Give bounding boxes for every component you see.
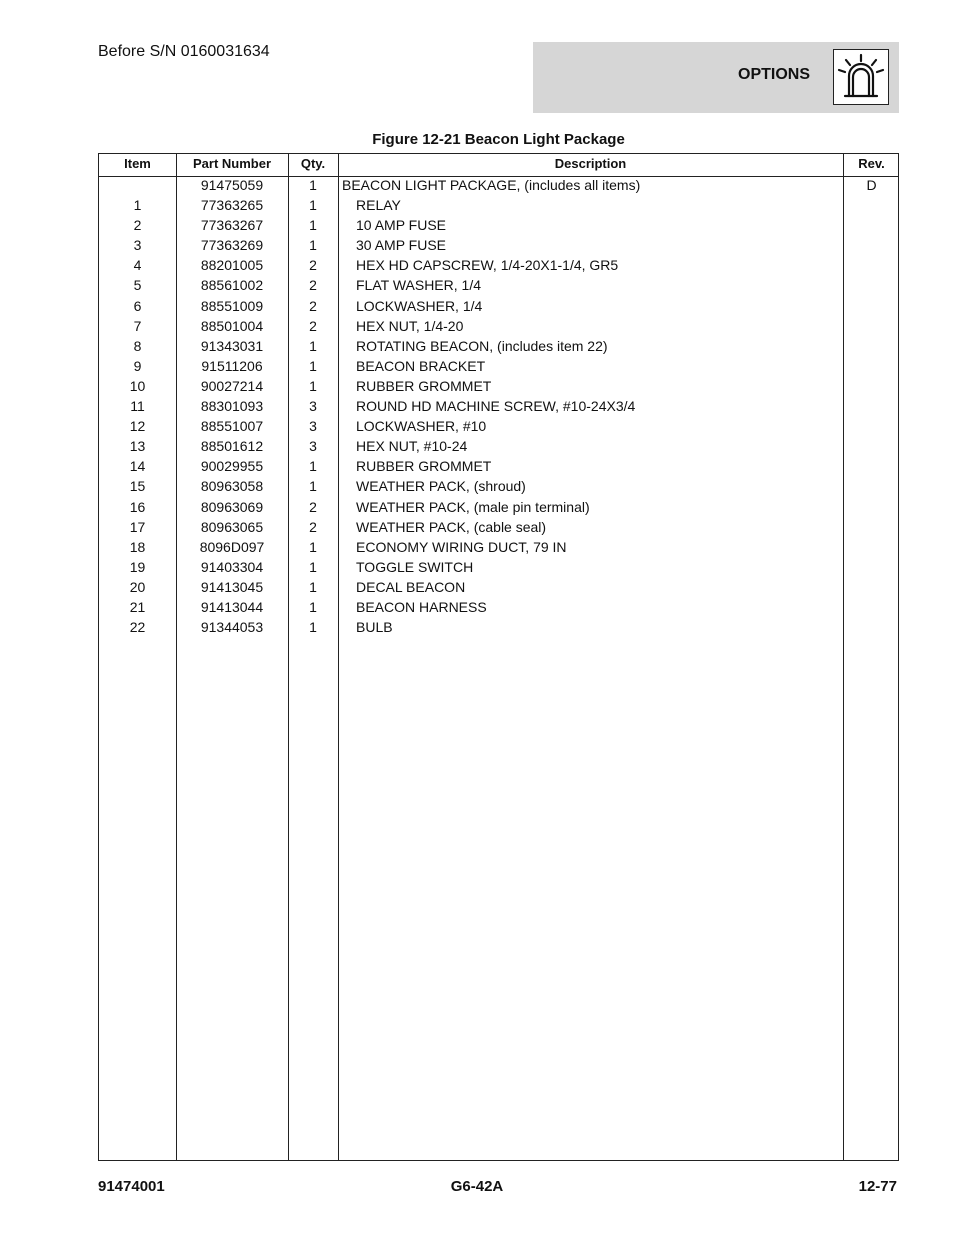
cell-description: 30 AMP FUSE xyxy=(356,237,447,254)
table-row xyxy=(99,316,898,336)
cell-qty: 3 xyxy=(309,438,317,455)
cell-item: 18 xyxy=(129,538,146,555)
cell-qty: 1 xyxy=(309,357,317,374)
cell-qty: 1 xyxy=(309,197,317,214)
column-header-item: Item xyxy=(124,156,151,171)
table-row xyxy=(99,476,898,496)
beacon-light-icon xyxy=(833,49,889,105)
cell-qty: 1 xyxy=(309,578,317,595)
cell-part-number: 91475059 xyxy=(200,177,264,193)
cell-qty: 1 xyxy=(309,558,317,575)
cell-item: 5 xyxy=(133,277,142,294)
footer-page-number: 12-77 xyxy=(858,1178,897,1195)
table-row xyxy=(99,235,898,255)
cell-description: ROUND HD MACHINE SCREW, #10-24X3/4 xyxy=(356,398,636,415)
column-header-rev: Rev. xyxy=(858,156,885,171)
cell-part-number: 80963058 xyxy=(200,478,264,495)
figure-title: Figure 12-21 Beacon Light Package xyxy=(372,131,625,148)
cell-qty: 2 xyxy=(309,277,317,294)
table-row xyxy=(99,175,898,195)
table-row xyxy=(99,537,898,557)
cell-part-number: 88201005 xyxy=(200,257,264,274)
cell-description: WEATHER PACK, (shroud) xyxy=(356,478,526,495)
cell-item: 19 xyxy=(129,558,146,575)
cell-item: 6 xyxy=(133,297,142,314)
cell-item: 16 xyxy=(129,498,146,515)
cell-part-number: 77363269 xyxy=(200,237,264,254)
cell-qty: 2 xyxy=(309,297,317,314)
cell-qty: 1 xyxy=(309,538,317,555)
cell-qty: 1 xyxy=(309,478,317,495)
cell-item: 11 xyxy=(130,398,145,415)
cell-rev: D xyxy=(866,177,877,193)
cell-description: LOCKWASHER, #10 xyxy=(356,418,487,435)
cell-item: 13 xyxy=(129,438,146,455)
cell-part-number: 88551007 xyxy=(200,418,264,435)
cell-part-number: 88501612 xyxy=(200,438,264,455)
cell-qty: 1 xyxy=(309,598,317,615)
cell-description: LOCKWASHER, 1/4 xyxy=(356,297,483,314)
cell-item: 21 xyxy=(129,598,146,615)
cell-description: 10 AMP FUSE xyxy=(356,217,447,234)
cell-part-number: 88561002 xyxy=(200,277,264,294)
cell-description: HEX NUT, #10-24 xyxy=(356,438,468,455)
table-row xyxy=(99,617,898,637)
cell-description: WEATHER PACK, (cable seal) xyxy=(356,518,547,535)
table-row xyxy=(99,336,898,356)
cell-part-number: 80963069 xyxy=(200,498,264,515)
cell-qty: 1 xyxy=(309,619,317,636)
table-row xyxy=(99,517,898,537)
cell-item: 15 xyxy=(129,478,146,495)
cell-item: 1 xyxy=(133,197,142,214)
cell-item: 20 xyxy=(129,578,146,595)
table-row xyxy=(99,396,898,416)
cell-part-number: 91344053 xyxy=(200,619,264,636)
serial-note: Before S/N 0160031634 xyxy=(98,43,270,60)
cell-part-number: 88301093 xyxy=(200,398,264,415)
table-row xyxy=(99,356,898,376)
table-body xyxy=(99,175,898,637)
cell-part-number: 77363267 xyxy=(200,217,264,234)
column-header-part-number: Part Number xyxy=(192,156,272,171)
cell-part-number: 90029955 xyxy=(200,458,264,475)
cell-item: 14 xyxy=(129,458,146,475)
cell-item: 10 xyxy=(129,377,146,394)
cell-part-number: 91511206 xyxy=(201,357,263,374)
cell-description: BULB xyxy=(356,619,393,636)
cell-qty: 3 xyxy=(309,398,317,415)
table-row xyxy=(99,557,898,577)
cell-part-number: 88551009 xyxy=(200,297,264,314)
section-header xyxy=(533,42,899,113)
cell-item: 8 xyxy=(133,337,142,354)
cell-part-number: 90027214 xyxy=(200,377,264,394)
table-row xyxy=(99,436,898,456)
cell-part-number: 91413044 xyxy=(200,598,264,615)
cell-description: HEX HD CAPSCREW, 1/4-20X1-1/4, GR5 xyxy=(356,257,619,274)
cell-qty: 2 xyxy=(309,317,317,334)
cell-description: RUBBER GROMMET xyxy=(356,458,492,475)
cell-part-number: 91343031 xyxy=(200,337,264,354)
table-row xyxy=(99,195,898,215)
table-row xyxy=(99,255,898,275)
cell-qty: 1 xyxy=(309,337,317,354)
cell-qty: 1 xyxy=(309,377,317,394)
cell-qty: 1 xyxy=(309,458,317,475)
cell-item: 4 xyxy=(133,257,142,274)
table-row xyxy=(99,275,898,295)
cell-description: FLAT WASHER, 1/4 xyxy=(356,277,481,294)
cell-part-number: 91403304 xyxy=(200,558,264,575)
table-row xyxy=(99,215,898,235)
table-row xyxy=(99,296,898,316)
table-row xyxy=(99,376,898,396)
cell-item: 7 xyxy=(133,317,142,334)
cell-item: 12 xyxy=(129,418,146,435)
cell-qty: 1 xyxy=(309,217,317,234)
cell-part-number: 88501004 xyxy=(200,317,264,334)
cell-qty: 2 xyxy=(309,518,317,535)
cell-description: RELAY xyxy=(356,197,401,214)
cell-item: 9 xyxy=(133,357,142,374)
cell-part-number: 8096D097 xyxy=(199,538,265,555)
cell-qty: 2 xyxy=(309,257,317,274)
cell-description: HEX NUT, 1/4-20 xyxy=(356,317,464,334)
table-row xyxy=(99,577,898,597)
cell-part-number: 80963065 xyxy=(200,518,264,535)
cell-description: ROTATING BEACON, (includes item 22) xyxy=(356,337,608,354)
column-header-qty: Qty. xyxy=(300,156,326,171)
cell-part-number: 77363265 xyxy=(200,197,264,214)
cell-description: RUBBER GROMMET xyxy=(356,377,492,394)
table-row xyxy=(99,497,898,517)
cell-part-number: 91413045 xyxy=(200,578,264,595)
table-row xyxy=(99,456,898,476)
table-row xyxy=(99,597,898,617)
cell-item: 3 xyxy=(133,237,142,254)
cell-qty: 1 xyxy=(309,237,317,254)
cell-qty: 1 xyxy=(309,177,317,193)
cell-description: TOGGLE SWITCH xyxy=(356,558,474,575)
cell-item: 17 xyxy=(129,518,146,535)
cell-qty: 2 xyxy=(309,498,317,515)
cell-description: WEATHER PACK, (male pin terminal) xyxy=(356,498,590,515)
cell-description: ECONOMY WIRING DUCT, 79 IN xyxy=(356,538,567,555)
cell-item: 22 xyxy=(129,619,146,636)
cell-description: DECAL BEACON xyxy=(356,578,466,595)
column-header-description: Description xyxy=(554,156,627,171)
footer-doc-number: 91474001 xyxy=(98,1178,165,1195)
cell-qty: 3 xyxy=(309,418,317,435)
parts-table xyxy=(98,153,899,1161)
cell-description: BEACON LIGHT PACKAGE, (includes all items) xyxy=(342,177,641,193)
cell-item: 2 xyxy=(133,217,142,234)
table-row xyxy=(99,416,898,436)
cell-description: BEACON BRACKET xyxy=(356,357,486,374)
footer-model: G6-42A xyxy=(450,1178,504,1195)
section-title: OPTIONS xyxy=(738,66,811,83)
cell-description: BEACON HARNESS xyxy=(356,598,487,615)
